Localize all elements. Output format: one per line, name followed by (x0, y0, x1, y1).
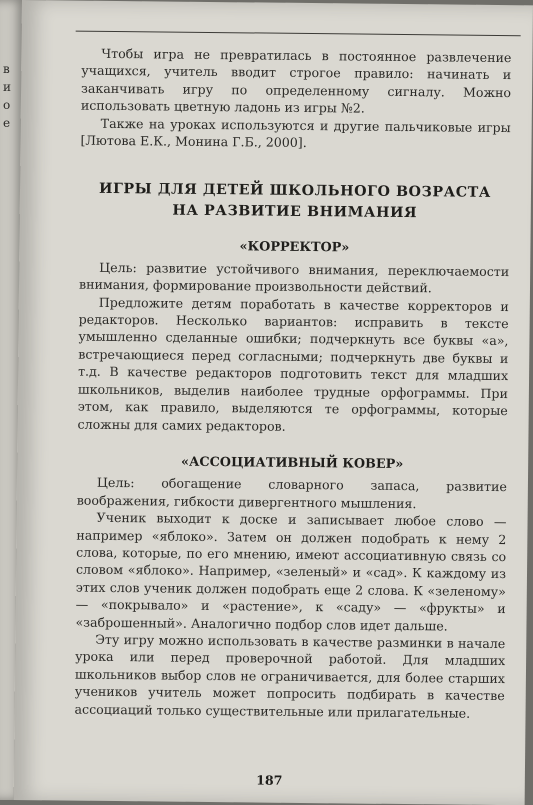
prev-page-letter: е (3, 116, 11, 130)
game-description: Эту игру можно использовать в качестве разминки в начале урока или перед проверочной работой. Для младших школьников выбор слов не ограничивается, для более старших учеников учитель может попросить подбирать в качестве ассоциаций только существительные или прилагательные. (74, 631, 506, 721)
intro-paragraph: Чтобы игра не превратилась в постоянное развлечение учащихся, учитель вводит строгое правило: начинать и заканчивать игру по определенному сигналу. Можно использовать цветную ладонь из игры №2. (80, 45, 512, 116)
header-rule (76, 31, 521, 37)
game-title-corrector: «КОРРЕКТОР» (239, 239, 350, 256)
page-content (74, 45, 511, 722)
prev-page-letter: о (3, 98, 11, 112)
book-page (14, 0, 533, 805)
section-title-line: НА РАЗВИТИЕ ВНИМАНИЯ (172, 203, 418, 222)
game-title-associative-carpet: «АССОЦИАТИВНЫЙ КОВЕР» (180, 454, 404, 472)
intro-paragraph: Также на уроках используются и другие пальчиковые игры [Лютова Е.К., Монина Г.Б., 2000]. (80, 115, 511, 151)
prev-page-letter: и (3, 80, 11, 94)
section-title-line: ИГРЫ ДЛЯ ДЕТЕЙ ШКОЛЬНОГО ВОЗРАСТА (98, 181, 492, 202)
section-title (80, 179, 510, 226)
game-description: Ученик выходит к доске и записывает любое слово — например «яблоко». Затем он должен подобрать к нему 2 слова, которые, по его мнению, имеют ассоциативную связь со словом «яблоко». Например, «зеленый» и «сад». К каждому из этих слов ученик должен подобрать еще 2 слова. К «зеленому» — «покрывало» и «растение», к «саду» — «фрукты» и «заброшенный». Аналогично подбор слов идет дальше. (75, 509, 507, 634)
game-description: Предложите детям поработать в качестве корректоров и редакторов. Несколько вариантов: исправить в тексте умышленно сделанные ошибки; подчеркнуть все буквы «а», встречающиеся перед согласными; подчеркнуть две буквы и т.д. В качестве редакторов подготовить текст для младших школьников, выделив наиболее трудные орфограммы. При этом, как правило, выделяются те орфограммы, которые сложны для самих редакторов. (77, 294, 509, 434)
game-goal: Цель: развитие устойчивого внимания, переключаемости внимания, формирование произвольности действий. (78, 259, 510, 296)
game-goal: Цель: обогащение словарного запаса, развитие воображения, гибкости дивергентного мышления. (76, 475, 508, 511)
page-number: 187 (256, 772, 283, 788)
prev-page-letter: в (3, 62, 10, 76)
